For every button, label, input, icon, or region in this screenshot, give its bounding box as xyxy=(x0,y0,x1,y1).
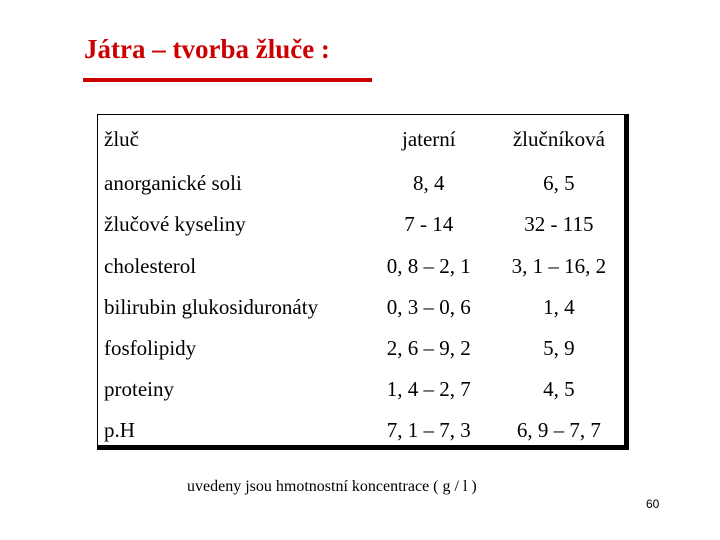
header-cell-bile: žluč xyxy=(104,126,139,151)
table-header-row xyxy=(98,115,626,163)
table-row xyxy=(98,328,626,369)
data-table xyxy=(98,115,626,451)
hepatic-value: 2, 6 – 9, 2 xyxy=(386,336,471,360)
page-title: Játra – tvorba žluče : xyxy=(84,34,330,64)
header-cell-hepatic: jaterní xyxy=(401,126,456,151)
gallbladder-value: 32 - 115 xyxy=(524,212,594,236)
title-underline xyxy=(83,78,372,82)
row-label: fosfolipidy xyxy=(104,336,197,360)
units-footnote: uvedeny jsou hmotnostní koncentrace ( g / l ) xyxy=(187,478,477,495)
table-row xyxy=(98,204,626,245)
bile-composition-table xyxy=(97,114,625,446)
page-number: 60 xyxy=(646,497,660,511)
hepatic-value: 8, 4 xyxy=(413,171,445,195)
row-label: anorganické soli xyxy=(104,171,242,195)
row-label: p.H xyxy=(104,418,135,442)
table-row xyxy=(98,410,626,451)
gallbladder-value: 6, 9 – 7, 7 xyxy=(516,418,601,442)
row-label: žlučové kyseliny xyxy=(104,212,246,236)
gallbladder-value: 5, 9 xyxy=(543,336,575,360)
hepatic-value: 1, 4 – 2, 7 xyxy=(386,377,471,401)
hepatic-value: 7 - 14 xyxy=(404,212,454,236)
gallbladder-value: 3, 1 – 16, 2 xyxy=(511,253,607,278)
header-cell-gallbladder: žlučníková xyxy=(512,126,605,151)
gallbladder-value: 1, 4 xyxy=(543,295,575,319)
hepatic-value: 0, 8 – 2, 1 xyxy=(386,253,471,278)
table-row xyxy=(98,163,626,204)
table-shadow xyxy=(97,114,629,450)
table-row xyxy=(98,287,626,328)
gallbladder-value: 4, 5 xyxy=(543,377,575,401)
row-label: bilirubin glukosiduronáty xyxy=(104,295,319,319)
table-row xyxy=(98,245,626,287)
row-label: proteiny xyxy=(104,377,174,401)
hepatic-value: 7, 1 – 7, 3 xyxy=(386,418,471,442)
gallbladder-value: 6, 5 xyxy=(543,171,575,195)
row-label: cholesterol xyxy=(104,253,197,278)
hepatic-value: 0, 3 – 0, 6 xyxy=(386,295,471,319)
table-row xyxy=(98,369,626,410)
